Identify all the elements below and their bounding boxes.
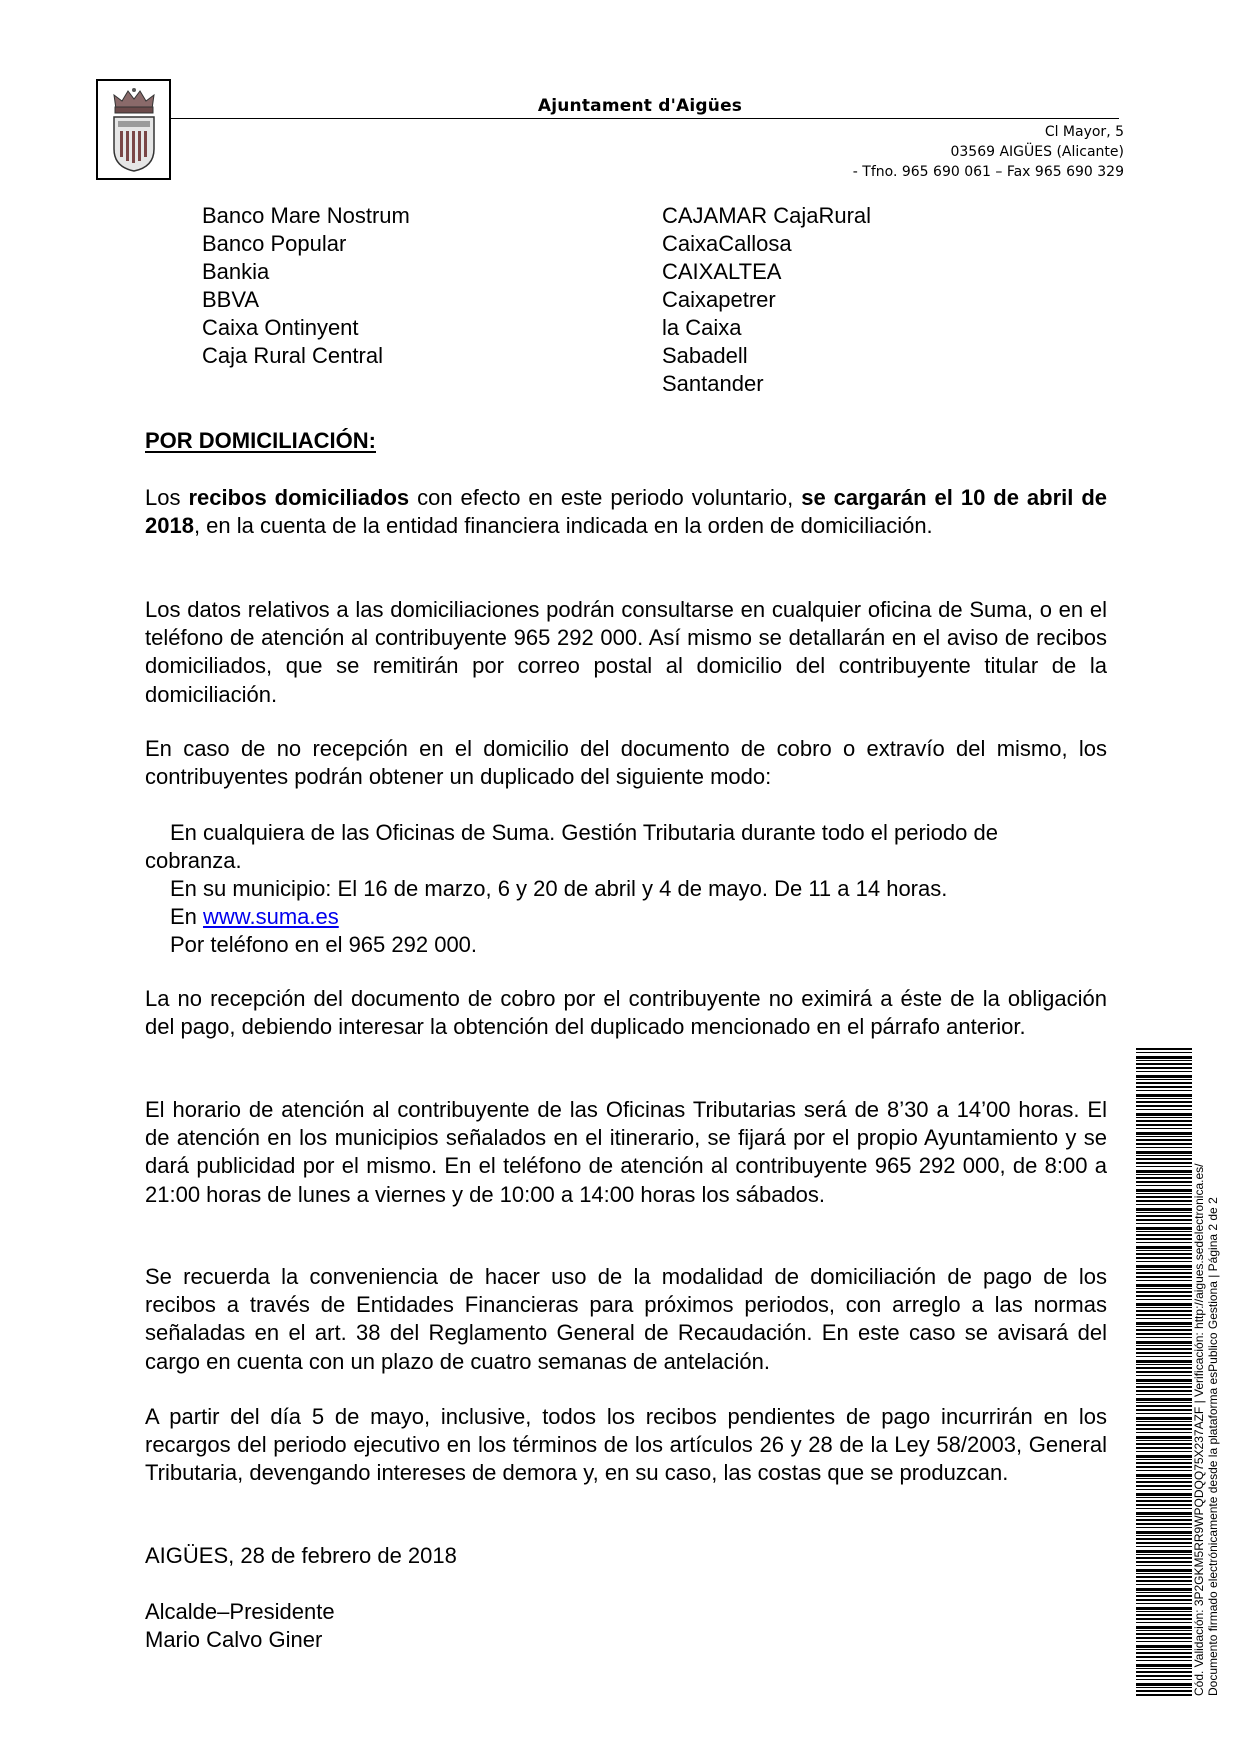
bold-text: se cargarán el 10 de abril de 2018 <box>145 485 1107 539</box>
bank-item: Banco Popular <box>202 231 347 256</box>
suma-link[interactable]: www.suma.es <box>203 904 339 929</box>
place-date: AIGÜES, 28 de febrero de 2018 <box>145 1543 457 1568</box>
coat-of-arms-logo <box>96 79 171 180</box>
section-heading: POR DOMICILIACIÓN: <box>145 428 376 453</box>
option-offices-cont: cobranza. <box>145 848 242 873</box>
validation-text <box>1192 1164 1220 1696</box>
option-municipality: En su municipio: El 16 de marzo, 6 y 20 de abril y 4 de mayo. De 11 a 14 horas. <box>170 876 948 901</box>
paragraph-recommendation: Se recuerda la conveniencia de hacer uso de la modalidad de domiciliación de pago de los recibos a través de Entidades Financieras para próximos periodos, con arreglo a las normas señaladas en el art. 38 del Reglamento General de Recaudación. En este caso se avisará del cargo en cuenta con un plazo de cuatro semanas de antelación. <box>145 1264 1107 1374</box>
bank-item: CAIXALTEA <box>662 259 782 284</box>
coat-of-arms-icon <box>106 87 162 173</box>
bank-item: Sabadell <box>662 343 748 368</box>
option-offices: En cualquiera de las Oficinas de Suma. Gestión Tributaria durante todo el periodo de <box>170 820 998 845</box>
option-phone: Por teléfono en el 965 292 000. <box>170 932 478 957</box>
header-divider <box>171 118 1119 119</box>
bank-item: Santander <box>662 371 764 396</box>
paragraph-hours: El horario de atención al contribuyente de las Oficinas Tributarias será de 8’30 a 14’00 horas. El de atención en los municipios señalados en el itinerario, se fijará por el propio Ayuntamiento y se dará publicidad por el mismo. En el teléfono de atención al contribuyente 965 292 000, de 8:00 a 21:00 horas de lunes a viernes y de 10:00 a 14:00 horas los sábados. <box>145 1097 1107 1207</box>
bank-item: Banco Mare Nostrum <box>202 203 410 228</box>
address-phone-fax: - Tfno. 965 690 061 – Fax 965 690 329 <box>852 164 1124 180</box>
address-city: 03569 AIGÜES (Alicante) <box>950 144 1124 160</box>
bank-item: la Caixa <box>662 315 742 340</box>
text-run: En <box>170 904 204 929</box>
municipality-title: Ajuntament d'Aigües <box>537 96 743 116</box>
paragraph-duplicate: En caso de no recepción en el domicilio del documento de cobro o extravío del mismo, los contribuyentes podrán obtener un duplicado del siguiente modo: <box>145 736 1107 790</box>
address-street: Cl Mayor, 5 <box>1044 124 1124 140</box>
text-run: , en la cuenta de la entidad financiera indicada en la orden de domiciliación. <box>193 513 933 539</box>
signer-name: Mario Calvo Giner <box>145 1627 323 1652</box>
validation-line-1: Cód. Validación: 3P2GKM5RR9WPQDQQ75X237AZF | Verificación: http://aigues.sedelectronica.es/ <box>1192 1163 1206 1696</box>
bank-item: Caixapetrer <box>662 287 776 312</box>
bank-item: BBVA <box>202 287 260 312</box>
validation-line-2: Documento firmado electrónicamente desde la plataforma esPublico Gestiona | Página 2 de 2 <box>1206 1197 1220 1696</box>
bank-item: CAJAMAR CajaRural <box>662 203 872 228</box>
paragraph-charge-date <box>145 484 1107 540</box>
text-run: Los <box>145 485 189 510</box>
validation-barcode <box>1136 1048 1192 1698</box>
bank-list-left <box>202 202 410 370</box>
bank-item: Caixa Ontinyent <box>202 315 359 340</box>
paragraph-consultation: Los datos relativos a las domiciliaciones podrán consultarse en cualquier oficina de Suma, o en el teléfono de atención al contribuyente 965 292 000. Así mismo se detallarán en el aviso de recibos domiciliados, que se remitirán por correo postal al domicilio del contribuyente titular de la domiciliación. <box>145 597 1107 707</box>
bank-list-right <box>662 202 871 398</box>
paragraph-obligation: La no recepción del documento de cobro por el contribuyente no eximirá a éste de la obligación del pago, debiendo interesar la obtención del duplicado mencionado en el párrafo anterior. <box>145 986 1107 1040</box>
signer-role: Alcalde–Presidente <box>145 1599 335 1624</box>
bank-item: Bankia <box>202 259 270 284</box>
bank-item: CaixaCallosa <box>662 231 792 256</box>
bold-text: recibos domiciliados <box>188 485 410 510</box>
option-web <box>170 903 339 931</box>
bank-item: Caja Rural Central <box>202 343 383 368</box>
text-run: con efecto en este periodo voluntario, <box>409 485 802 510</box>
paragraph-surcharges: A partir del día 5 de mayo, inclusive, todos los recibos pendientes de pago incurrirán en los recargos del periodo ejecutivo en los términos de los artículos 26 y 28 de la Ley 58/2003, General Tributaria, devengando intereses de demora y, en su caso, las costas que se produzcan. <box>145 1404 1107 1486</box>
municipality-address <box>853 122 1124 182</box>
